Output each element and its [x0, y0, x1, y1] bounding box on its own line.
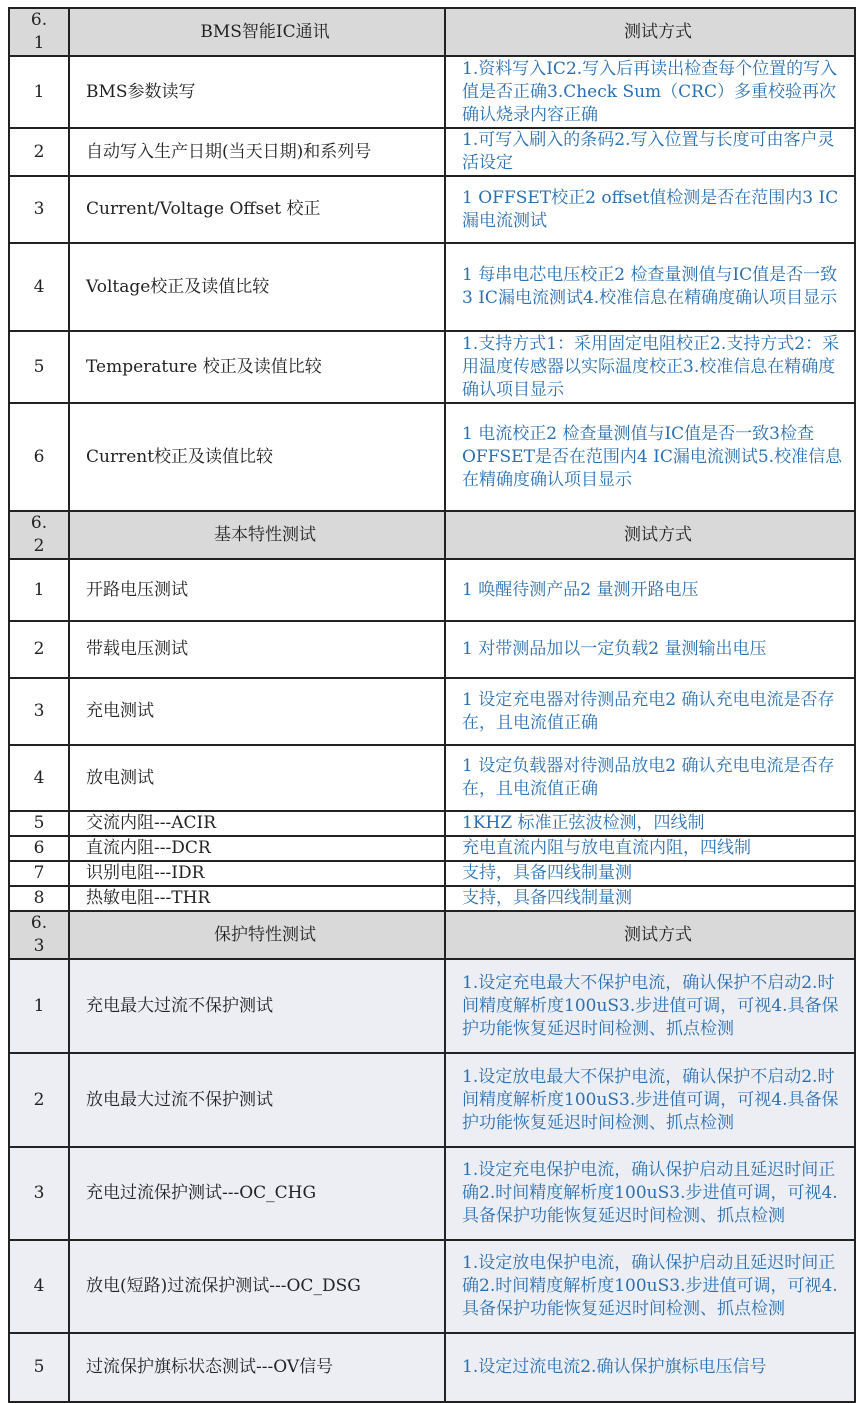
table-row [9, 811, 855, 836]
row-number: 6 [9, 403, 69, 511]
row-number: 2 [9, 621, 69, 678]
row-number: 3 [9, 678, 69, 745]
section-number: 6. 2 [9, 511, 69, 559]
row-number: 6 [9, 836, 69, 861]
test-method: 充电直流内阻与放电直流内阻，四线制 [445, 836, 855, 861]
row-number: 3 [9, 1147, 69, 1240]
test-method: 支持，具备四线制量测 [445, 861, 855, 886]
row-number: 7 [9, 861, 69, 886]
test-method: 1.设定放电保护电流，确认保护启动且延迟时间正确2.时间精度解析度100uS3.步进值可调，可视4.具备保护功能恢复延迟时间检测、抓点检测 [445, 1240, 855, 1333]
test-item: 充电过流保护测试---OC_CHG [69, 1147, 445, 1240]
test-method: 1.支持方式1：采用固定电阻校正2.支持方式2：采用温度传感器以实际温度校正3.校准信息在精确度确认项目显示 [445, 331, 855, 403]
table-row [9, 331, 855, 403]
table-row [9, 1147, 855, 1240]
table-row [9, 128, 855, 176]
table-row [9, 836, 855, 861]
row-number: 5 [9, 331, 69, 403]
table-row [9, 621, 855, 678]
test-method: 1 电流校正2 检查量测值与IC值是否一致3检查OFFSET是否在范围内4 IC漏电流测试5.校准信息在精确度确认项目显示 [445, 403, 855, 511]
table-row [9, 678, 855, 745]
test-item: 热敏电阻---THR [69, 886, 445, 911]
test-method: 1 设定负载器对待测品放电2 确认充电电流是否存在，且电流值正确 [445, 745, 855, 811]
table-row [9, 1240, 855, 1333]
test-item: 过流保护旗标状态测试---OV信号 [69, 1333, 445, 1402]
section-title: 基本特性测试 [69, 511, 445, 559]
test-item: 直流内阻---DCR [69, 836, 445, 861]
row-number: 5 [9, 1333, 69, 1402]
test-method: 1KHZ 标准正弦波检测，四线制 [445, 811, 855, 836]
test-method: 1.设定充电最大不保护电流，确认保护不启动2.时间精度解析度100uS3.步进值可调，可视4.具备保护功能恢复延迟时间检测、抓点检测 [445, 959, 855, 1053]
test-item: 放电测试 [69, 745, 445, 811]
section-header-basic-characteristics [9, 511, 855, 559]
test-item: 放电(短路)过流保护测试---OC_DSG [69, 1240, 445, 1333]
test-item: BMS参数读写 [69, 56, 445, 128]
test-item: 放电最大过流不保护测试 [69, 1053, 445, 1147]
row-number: 1 [9, 559, 69, 621]
method-column-header: 测试方式 [445, 8, 855, 56]
row-number: 1 [9, 959, 69, 1053]
section-number: 6. 3 [9, 911, 69, 959]
test-method: 1.设定充电保护电流，确认保护启动且延迟时间正确2.时间精度解析度100uS3.步进值可调，可视4.具备保护功能恢复延迟时间检测、抓点检测 [445, 1147, 855, 1240]
test-method: 1 OFFSET校正2 offset值检测是否在范围内3 IC漏电流测试 [445, 176, 855, 243]
test-method: 1 每串电芯电压校正2 检查量测值与IC值是否一致3 IC漏电流测试4.校准信息在精确度确认项目显示 [445, 243, 855, 331]
table-row [9, 861, 855, 886]
section-header-protection-characteristics [9, 911, 855, 959]
test-method: 1 唤醒待测产品2 量测开路电压 [445, 559, 855, 621]
row-number: 4 [9, 745, 69, 811]
test-item: 自动写入生产日期(当天日期)和系列号 [69, 128, 445, 176]
section-title: 保护特性测试 [69, 911, 445, 959]
table-row [9, 959, 855, 1053]
test-item: 识别电阻---IDR [69, 861, 445, 886]
test-item: Current校正及读值比较 [69, 403, 445, 511]
test-item: Voltage校正及读值比较 [69, 243, 445, 331]
table-row [9, 1053, 855, 1147]
section-header-bms-ic [9, 8, 855, 56]
test-method: 1 设定充电器对待测品充电2 确认充电电流是否存在，且电流值正确 [445, 678, 855, 745]
row-number: 4 [9, 1240, 69, 1333]
test-item: Temperature 校正及读值比较 [69, 331, 445, 403]
section-number: 6. 1 [9, 8, 69, 56]
test-method: 支持，具备四线制量测 [445, 886, 855, 911]
test-item: 带载电压测试 [69, 621, 445, 678]
test-item: 开路电压测试 [69, 559, 445, 621]
test-method: 1.可写入刷入的条码2.写入位置与长度可由客户灵活设定 [445, 128, 855, 176]
table-row [9, 243, 855, 331]
method-column-header: 测试方式 [445, 511, 855, 559]
row-number: 4 [9, 243, 69, 331]
table-row [9, 56, 855, 128]
row-number: 8 [9, 886, 69, 911]
test-item: 充电测试 [69, 678, 445, 745]
table-row [9, 176, 855, 243]
row-number: 3 [9, 176, 69, 243]
row-number: 5 [9, 811, 69, 836]
table-row [9, 745, 855, 811]
method-column-header: 测试方式 [445, 911, 855, 959]
spec-table [8, 7, 856, 1403]
test-item: Current/Voltage Offset 校正 [69, 176, 445, 243]
test-method: 1 对带测品加以一定负载2 量测输出电压 [445, 621, 855, 678]
table-row [9, 1333, 855, 1402]
row-number: 2 [9, 128, 69, 176]
section-title: BMS智能IC通讯 [69, 8, 445, 56]
test-method: 1.设定放电最大不保护电流，确认保护不启动2.时间精度解析度100uS3.步进值可调，可视4.具备保护功能恢复延迟时间检测、抓点检测 [445, 1053, 855, 1147]
row-number: 2 [9, 1053, 69, 1147]
test-item: 充电最大过流不保护测试 [69, 959, 445, 1053]
test-item: 交流内阻---ACIR [69, 811, 445, 836]
test-method: 1.资料写入IC2.写入后再读出检查每个位置的写入值是否正确3.Check Sum（CRC）多重校验再次确认烧录内容正确 [445, 56, 855, 128]
table-row [9, 559, 855, 621]
row-number: 1 [9, 56, 69, 128]
test-method: 1.设定过流电流2.确认保护旗标电压信号 [445, 1333, 855, 1402]
table-row [9, 886, 855, 911]
table-row [9, 403, 855, 511]
